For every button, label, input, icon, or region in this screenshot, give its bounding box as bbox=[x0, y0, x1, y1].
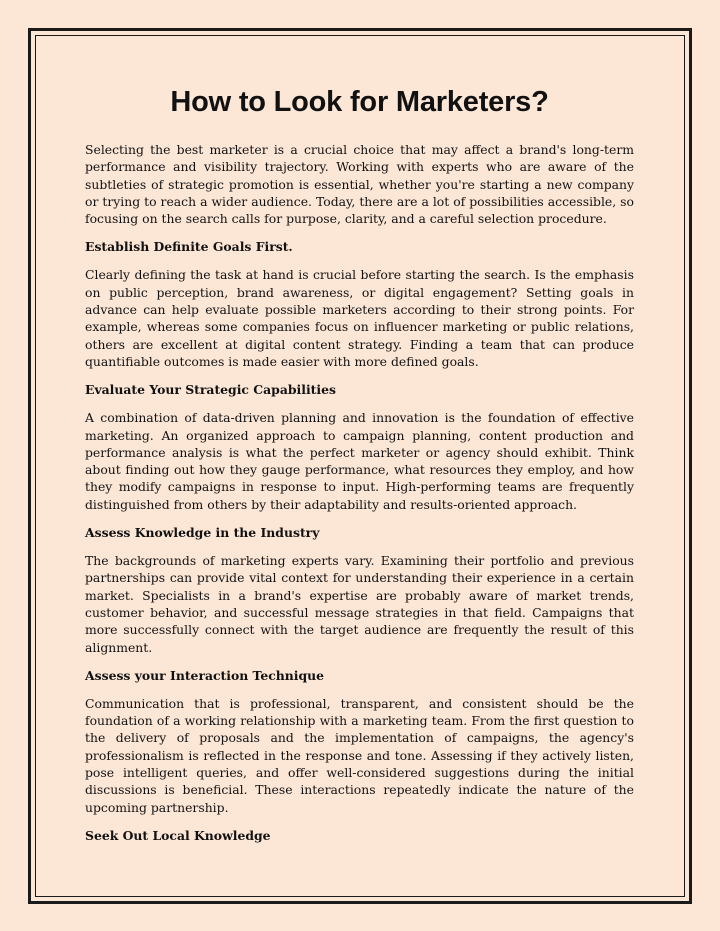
section-body-goals: Clearly defining the task at hand is crucial before starting the search. Is the emphasis on public perception, brand awareness, or digital engagement? Setting goals in advance can help evaluate possible marketers according to their strong points. For example, whereas some companies focus on influencer marketing or public relations, others are excellent at digital content strategy. Finding a team that can produce quantifiable outcomes is made easier with more defined goals. bbox=[85, 267, 634, 369]
section-heading-goals: Establish Definite Goals First. bbox=[85, 239, 293, 255]
intro-paragraph: Selecting the best marketer is a crucial choice that may affect a brand's long-term performance and visibility trajectory. Working with experts who are aware of the subtleties of strategic promotion is essential, whether you're starting a new company or trying to reach a wider audience. Today, there are a lot of possibilities accessible, so focusing on the search calls for purpose, clarity, and a careful selection procedure. bbox=[85, 142, 634, 227]
section-heading-interaction: Assess your Interaction Technique bbox=[85, 667, 325, 683]
document-content bbox=[85, 86, 634, 855]
section-heading-strategic: Evaluate Your Strategic Capabilities bbox=[85, 382, 336, 398]
section-body-industry: The backgrounds of marketing experts vary. Examining their portfolio and previous partnerships can provide vital context for understanding their experience in a certain market. Specialists in a brand's expertise are probably aware of market trends, customer behavior, and successful message strategies in that field. Campaigns that more successfully connect with the target audience are frequently the result of this alignment. bbox=[85, 553, 634, 655]
section-heading-local: Seek Out Local Knowledge bbox=[85, 827, 271, 843]
section-heading-industry: Assess Knowledge in the Industry bbox=[85, 525, 320, 541]
section-body-interaction: Communication that is professional, transparent, and consistent should be the foundation of a working relationship with a marketing team. From the first question to the delivery of proposals and the implementation of campaigns, the agency's professionalism is reflected in the response and tone. Assessing if they actively listen, pose intelligent queries, and offer well-considered suggestions during the initial discussions is beneficial. These interactions repeatedly indicate the nature of the upcoming partnership. bbox=[85, 695, 634, 815]
document-title: How to Look for Marketers? bbox=[170, 86, 549, 118]
section-body-strategic: A combination of data-driven planning and innovation is the foundation of effective marketing. An organized approach to campaign planning, content production and performance analysis is what the perfect marketer or agency should exhibit. Think about finding out how they gauge performance, what resources they employ, and how they modify campaigns in response to input. High-performing teams are frequently distinguished from others by their adaptability and results-oriented approach. bbox=[85, 410, 634, 512]
